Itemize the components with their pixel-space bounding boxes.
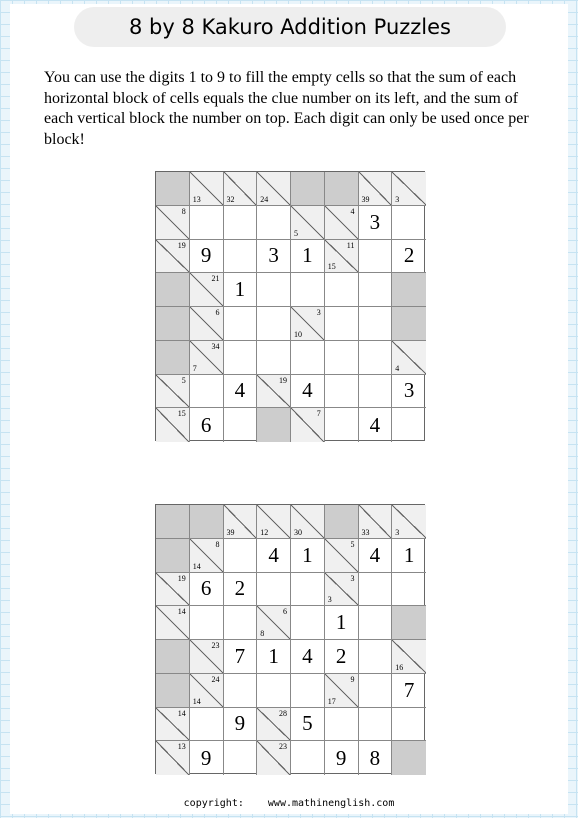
clue-cell: [392, 505, 426, 539]
down-clue: 39: [361, 194, 370, 204]
across-clue: 23: [211, 641, 220, 650]
across-clue: 9: [350, 674, 355, 684]
answer-cell[interactable]: [190, 240, 224, 274]
answer-cell[interactable]: [325, 307, 359, 341]
answer-cell[interactable]: [325, 408, 359, 442]
given-digit: 1: [403, 542, 415, 567]
clue-cell: [392, 640, 426, 674]
down-clue: 14: [192, 696, 201, 706]
answer-cell[interactable]: [291, 273, 325, 307]
clue-cell: [156, 741, 190, 775]
answer-cell[interactable]: [359, 606, 393, 640]
blocked-cell: [392, 273, 426, 307]
title-text: 8 by 8 Kakuro Addition Puzzles: [128, 15, 452, 39]
answer-cell[interactable]: [392, 674, 426, 708]
answer-cell[interactable]: [257, 307, 291, 341]
answer-cell[interactable]: [224, 606, 258, 640]
clue-cell: [257, 375, 291, 409]
given-digit: 4: [369, 542, 381, 567]
across-clue: 24: [211, 674, 220, 684]
across-clue: 13: [177, 742, 186, 752]
clue-cell: [156, 573, 190, 607]
across-clue: 19: [177, 240, 186, 250]
clue-cell: [325, 539, 359, 573]
across-clue: 5: [181, 375, 186, 385]
down-clue: 10: [294, 329, 302, 339]
across-clue: 4: [350, 206, 355, 216]
answer-cell[interactable]: [359, 307, 393, 341]
clue-cell: [291, 307, 325, 341]
given-digit: 9: [200, 243, 212, 268]
given-digit: 3: [403, 378, 415, 403]
blocked-cell: [392, 307, 426, 341]
answer-cell[interactable]: [392, 573, 426, 607]
blocked-cell: [392, 606, 426, 640]
given-digit: 4: [369, 412, 381, 437]
answer-cell[interactable]: [291, 741, 325, 775]
instructions-text: You can use the digits 1 to 9 to fill the empty cells so that the sum of each horizontal block of cells equals the clue number on its left, and the sum of each vertical block the number on top. Each digit can only be used once per block!: [44, 69, 529, 148]
down-clue: 13: [192, 194, 201, 204]
given-digit: 6: [200, 412, 212, 437]
answer-cell[interactable]: [359, 341, 393, 375]
down-clue: 30: [294, 527, 302, 537]
answer-cell[interactable]: [224, 708, 258, 742]
across-clue: 19: [177, 573, 186, 583]
answer-cell[interactable]: [291, 375, 325, 409]
clue-cell: [224, 172, 258, 206]
clue-cell: [325, 674, 359, 708]
clue-cell: [257, 505, 291, 539]
down-clue: 16: [395, 662, 404, 672]
clue-cell: [190, 539, 224, 573]
answer-cell[interactable]: [257, 240, 291, 274]
clue-cell: [224, 505, 258, 539]
answer-cell[interactable]: [392, 408, 426, 442]
answer-cell[interactable]: [291, 573, 325, 607]
given-digit: 4: [268, 542, 279, 567]
clue-cell: [190, 341, 224, 375]
page-title: [74, 7, 506, 47]
answer-cell[interactable]: [224, 408, 258, 442]
across-clue: 3: [350, 573, 355, 583]
down-clue: 33: [361, 527, 370, 537]
down-clue: 8: [260, 629, 265, 638]
down-clue: 39: [226, 527, 235, 537]
across-clue: 8: [215, 539, 220, 549]
answer-cell[interactable]: [224, 375, 258, 409]
clue-cell: [325, 206, 359, 240]
given-digit: 4: [234, 378, 246, 403]
blocked-cell: [156, 172, 190, 206]
blocked-cell: [190, 505, 224, 539]
given-digit: 1: [268, 643, 279, 668]
down-clue: 14: [192, 561, 201, 571]
clue-cell: [392, 172, 426, 206]
answer-cell[interactable]: [359, 206, 393, 240]
answer-cell[interactable]: [257, 273, 291, 307]
given-digit: 2: [335, 643, 347, 668]
down-clue: 3: [327, 595, 332, 605]
clue-cell: [291, 206, 325, 240]
answer-cell[interactable]: [325, 375, 359, 409]
across-clue: 14: [177, 607, 186, 617]
clue-cell: [156, 408, 190, 442]
given-digit: 9: [335, 745, 347, 770]
given-digit: 3: [369, 209, 381, 234]
across-clue: 21: [211, 274, 220, 284]
given-digit: 1: [302, 542, 313, 567]
clue-cell: [257, 606, 291, 640]
down-clue: 24: [260, 194, 269, 204]
down-clue: 15: [327, 262, 336, 272]
blocked-cell: [291, 172, 325, 206]
answer-cell[interactable]: [224, 240, 258, 274]
across-clue: 5: [350, 539, 355, 549]
down-clue: 3: [395, 527, 400, 537]
clue-cell: [156, 206, 190, 240]
down-clue: 12: [260, 527, 269, 537]
answer-cell[interactable]: [325, 640, 359, 674]
answer-cell[interactable]: [359, 539, 393, 573]
across-clue: 3: [316, 308, 321, 317]
clue-cell: [190, 674, 224, 708]
answer-cell[interactable]: [224, 741, 258, 775]
down-clue: 3: [395, 194, 400, 204]
answer-cell[interactable]: [291, 341, 325, 375]
given-digit: 5: [302, 711, 313, 736]
answer-cell[interactable]: [190, 741, 224, 775]
across-clue: 23: [279, 742, 287, 752]
answer-cell[interactable]: [190, 573, 224, 607]
given-digit: 2: [234, 576, 246, 601]
blocked-cell: [257, 408, 291, 442]
answer-cell[interactable]: [325, 708, 359, 742]
clue-cell: [156, 606, 190, 640]
answer-cell[interactable]: [359, 273, 393, 307]
down-clue: 32: [226, 194, 235, 204]
clue-cell: [325, 240, 359, 274]
answer-cell[interactable]: [291, 539, 325, 573]
answer-cell[interactable]: [359, 708, 393, 742]
answer-cell[interactable]: [190, 206, 224, 240]
across-clue: 14: [177, 708, 186, 718]
given-digit: 1: [335, 610, 347, 635]
blocked-cell: [156, 674, 190, 708]
clue-cell: [156, 375, 190, 409]
answer-cell[interactable]: [224, 539, 258, 573]
clue-cell: [257, 741, 291, 775]
blocked-cell: [156, 505, 190, 539]
kakuro-grid-1: [155, 171, 425, 441]
given-digit: 4: [302, 643, 313, 668]
answer-cell[interactable]: [190, 375, 224, 409]
answer-cell[interactable]: [224, 573, 258, 607]
answer-cell[interactable]: [190, 408, 224, 442]
clue-cell: [190, 640, 224, 674]
given-digit: 2: [403, 243, 415, 268]
clue-cell: [359, 172, 393, 206]
clue-cell: [392, 341, 426, 375]
answer-cell[interactable]: [325, 741, 359, 775]
clue-cell: [257, 708, 291, 742]
answer-cell[interactable]: [257, 640, 291, 674]
blocked-cell: [156, 307, 190, 341]
clue-cell: [190, 172, 224, 206]
down-clue: 5: [294, 228, 298, 238]
given-digit: 8: [369, 745, 381, 770]
answer-cell[interactable]: [257, 674, 291, 708]
answer-cell[interactable]: [257, 573, 291, 607]
answer-cell[interactable]: [257, 539, 291, 573]
answer-cell[interactable]: [359, 573, 393, 607]
answer-cell[interactable]: [224, 273, 258, 307]
answer-cell[interactable]: [257, 206, 291, 240]
given-digit: 7: [403, 677, 415, 702]
blocked-cell: [156, 539, 190, 573]
across-clue: 8: [181, 206, 186, 216]
site-link[interactable]: www.mathinenglish.com: [267, 798, 395, 809]
clue-cell: [291, 505, 325, 539]
across-clue: 7: [316, 409, 321, 419]
clue-cell: [156, 708, 190, 742]
answer-cell[interactable]: [257, 341, 291, 375]
copyright-label: copyright:: [183, 798, 244, 809]
blocked-cell: [156, 341, 190, 375]
blocked-cell: [325, 172, 359, 206]
down-clue: 17: [327, 696, 336, 706]
answer-cell[interactable]: [325, 273, 359, 307]
answer-cell[interactable]: [291, 708, 325, 742]
clue-cell: [359, 505, 393, 539]
answer-cell[interactable]: [224, 341, 258, 375]
answer-cell[interactable]: [224, 640, 258, 674]
answer-cell[interactable]: [291, 240, 325, 274]
answer-cell[interactable]: [392, 240, 426, 274]
across-clue: 15: [177, 409, 186, 419]
given-digit: 1: [302, 243, 313, 268]
answer-cell[interactable]: [359, 375, 393, 409]
answer-cell[interactable]: [224, 206, 258, 240]
answer-cell[interactable]: [359, 674, 393, 708]
answer-cell[interactable]: [392, 539, 426, 573]
answer-cell[interactable]: [291, 674, 325, 708]
answer-cell[interactable]: [224, 307, 258, 341]
across-clue: 6: [283, 607, 287, 617]
clue-cell: [190, 307, 224, 341]
answer-cell[interactable]: [392, 206, 426, 240]
footer: [0, 798, 578, 809]
across-clue: 19: [279, 375, 287, 385]
clue-cell: [291, 408, 325, 442]
clue-cell: [190, 273, 224, 307]
clue-cell: [257, 172, 291, 206]
across-clue: 34: [211, 341, 220, 351]
blocked-cell: [392, 741, 426, 775]
kakuro-grid-2: [155, 504, 425, 774]
clue-cell: [325, 573, 359, 607]
answer-cell[interactable]: [359, 408, 393, 442]
down-clue: 7: [192, 363, 197, 373]
answer-cell[interactable]: [325, 606, 359, 640]
given-digit: 6: [200, 576, 212, 601]
blocked-cell: [325, 505, 359, 539]
answer-cell[interactable]: [359, 640, 393, 674]
given-digit: 1: [234, 277, 246, 302]
answer-cell[interactable]: [392, 375, 426, 409]
across-clue: 6: [215, 308, 220, 317]
given-digit: 3: [268, 243, 279, 268]
answer-cell[interactable]: [359, 741, 393, 775]
down-clue: 4: [395, 363, 400, 373]
answer-cell[interactable]: [392, 708, 426, 742]
answer-cell[interactable]: [291, 640, 325, 674]
across-clue: 11: [346, 240, 355, 250]
given-digit: 7: [234, 643, 246, 668]
blocked-cell: [156, 640, 190, 674]
given-digit: 9: [234, 711, 246, 736]
clue-cell: [156, 240, 190, 274]
answer-cell[interactable]: [325, 341, 359, 375]
answer-cell[interactable]: [190, 606, 224, 640]
answer-cell[interactable]: [359, 240, 393, 274]
answer-cell[interactable]: [224, 674, 258, 708]
blocked-cell: [156, 273, 190, 307]
answer-cell[interactable]: [190, 708, 224, 742]
answer-cell[interactable]: [291, 606, 325, 640]
across-clue: 28: [279, 708, 287, 718]
given-digit: 9: [200, 745, 212, 770]
given-digit: 4: [302, 378, 313, 403]
